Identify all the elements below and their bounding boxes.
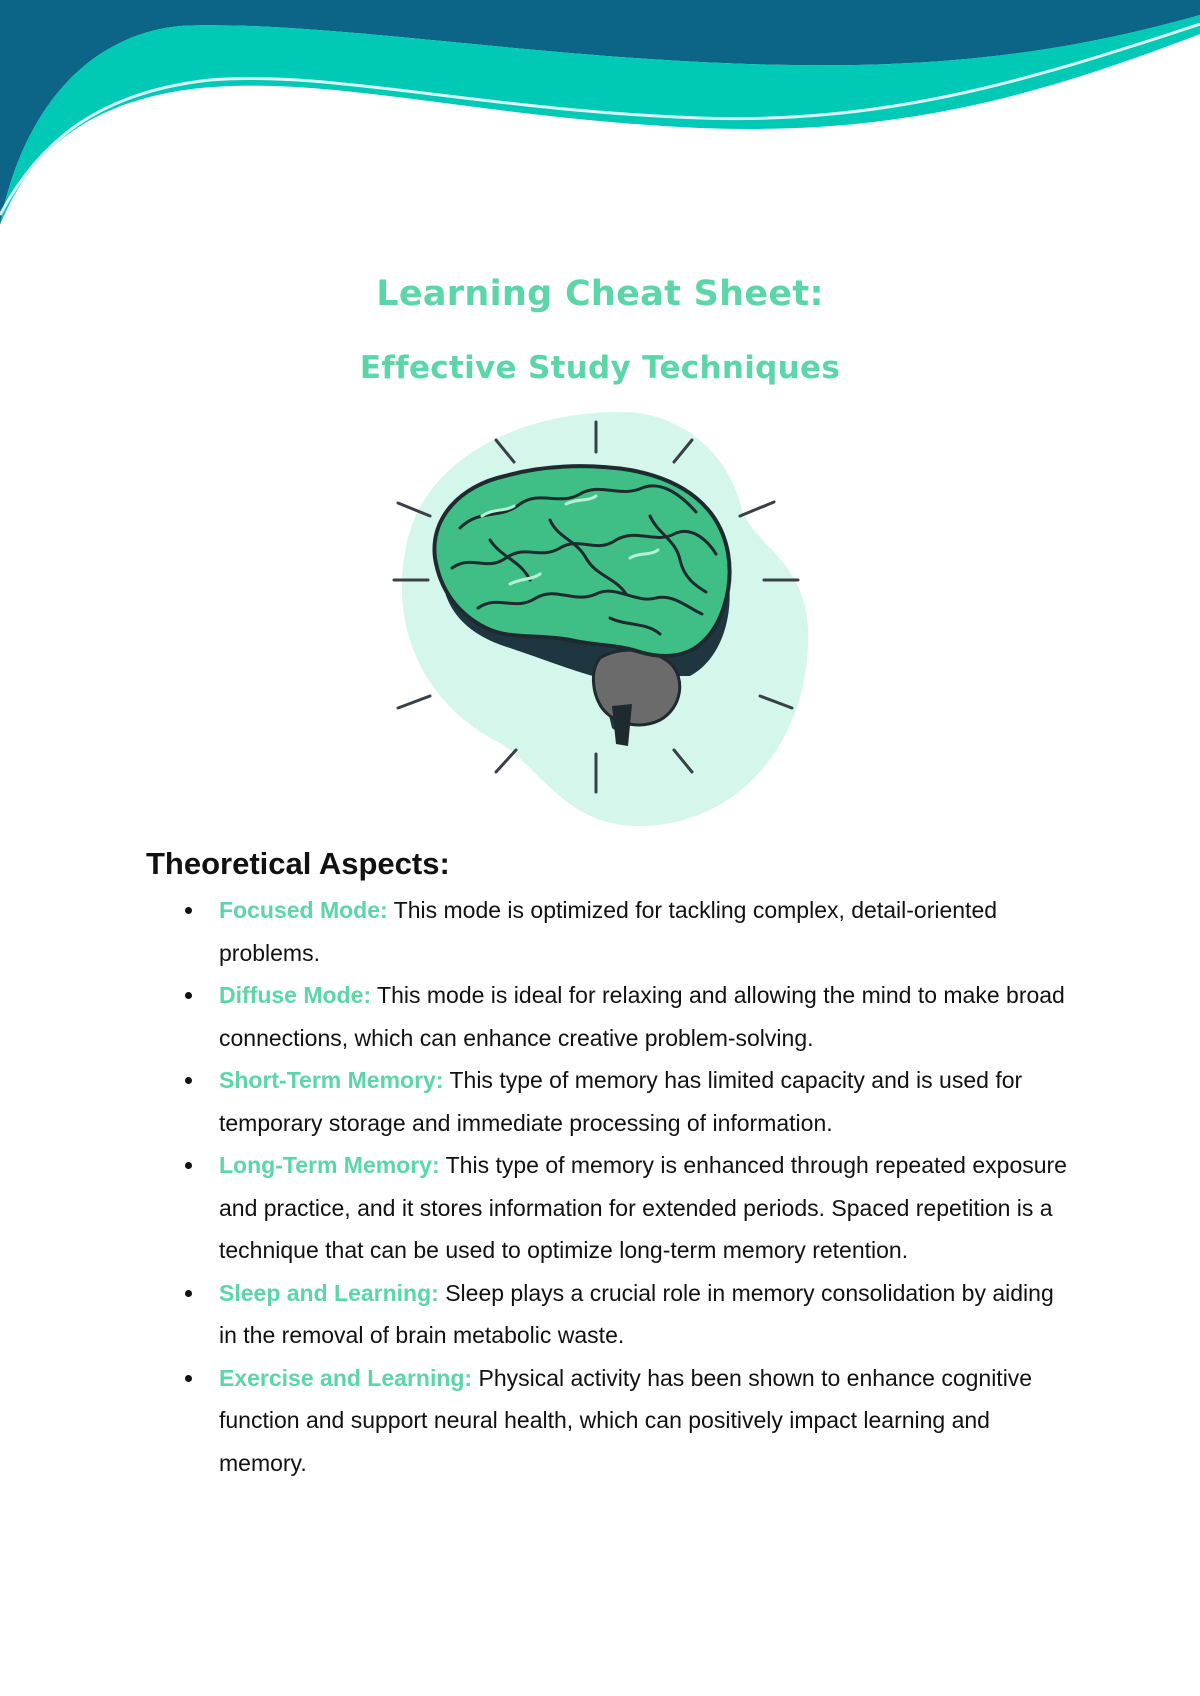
item-term: Exercise and Learning:	[219, 1364, 473, 1391]
item-term: Diffuse Mode:	[219, 982, 372, 1008]
item-text: This mode is optimized for tackling complex, detail-oriented problems.	[219, 897, 998, 966]
item-text: This mode is ideal for relaxing and allowing the mind to make broad connections, which can enhance creative problem-solving.	[219, 982, 1065, 1051]
item-term: Long-Term Memory:	[219, 1152, 440, 1178]
item-text: Physical activity has been shown to enhance cognitive function and support neural health, which can positively impact learning and memory.	[219, 1364, 1033, 1476]
list-item	[178, 1144, 1078, 1272]
item-text: This type of memory is enhanced through repeated exposure and practice, and it stores information for extended periods. Spaced repetition is a technique that can be used to optimize long-term memory retention.	[219, 1152, 1067, 1263]
brain-illustration	[390, 408, 820, 828]
bullet-dot	[185, 1162, 192, 1169]
bullet-dot	[185, 1375, 192, 1382]
item-term: Short-Term Memory:	[219, 1067, 444, 1093]
cerebellum	[593, 650, 679, 725]
header-wave-decoration	[0, 0, 1200, 230]
list-item	[178, 1059, 1078, 1144]
page-subtitle: Effective Study Techniques	[359, 350, 841, 386]
bullet-dot	[185, 992, 192, 999]
item-text: Sleep plays a crucial role in memory consolidation by aiding in the removal of brain metabolic waste.	[219, 1279, 1054, 1348]
item-term: Focused Mode:	[219, 897, 388, 923]
item-text: This type of memory has limited capacity and is used for temporary storage and immediate processing of information.	[219, 1067, 1023, 1136]
page-title: Learning Cheat Sheet:	[376, 274, 824, 314]
section-heading: Theoretical Aspects:	[146, 846, 450, 881]
theory-list	[178, 889, 1078, 1484]
bullet-dot	[185, 907, 192, 914]
item-term: Sleep and Learning:	[219, 1279, 439, 1306]
bullet-dot	[185, 1077, 192, 1084]
list-item	[178, 1357, 1078, 1485]
list-item	[178, 889, 1078, 974]
list-item	[178, 1272, 1078, 1357]
bullet-dot	[185, 1290, 192, 1297]
list-item	[178, 974, 1078, 1059]
